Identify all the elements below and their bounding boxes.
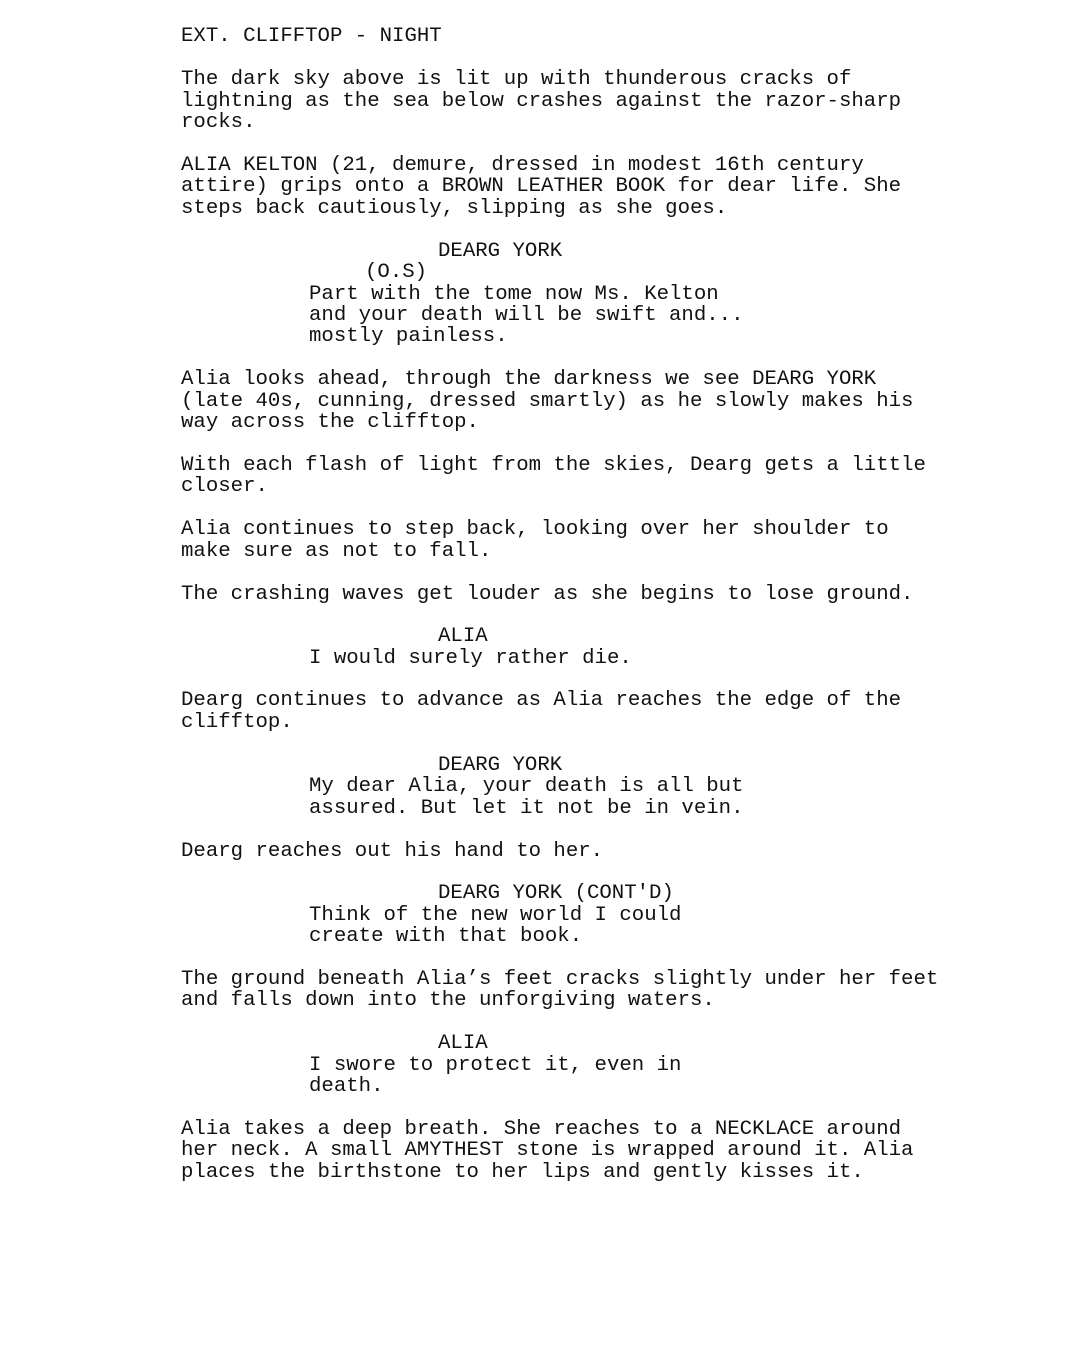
dialogue-line: and your death will be swift and... <box>309 304 744 327</box>
action-line: closer. <box>181 475 268 498</box>
action-line: The dark sky above is lit up with thunderous cracks of <box>181 68 852 91</box>
action-line: Dearg continues to advance as Alia reaches the edge of the <box>181 689 902 712</box>
action-line: The crashing waves get louder as she begins to lose ground. <box>181 583 914 606</box>
action-line: Alia continues to step back, looking over her shoulder to <box>181 518 889 541</box>
scene-heading: EXT. CLIFFTOP - NIGHT <box>181 25 442 48</box>
character-name: DEARG YORK (CONT'D) <box>438 882 674 905</box>
character-name: ALIA <box>438 625 488 648</box>
action-line: Dearg reaches out his hand to her. <box>181 840 604 863</box>
action-line: Alia takes a deep breath. She reaches to a NECKLACE around <box>181 1118 902 1141</box>
dialogue-line: Think of the new world I could <box>309 904 682 927</box>
action-line: ALIA KELTON (21, demure, dressed in modest 16th century <box>181 154 864 177</box>
dialogue-line: mostly painless. <box>309 325 508 348</box>
action-line: Alia looks ahead, through the darkness we see DEARG YORK <box>181 368 877 391</box>
action-line: places the birthstone to her lips and gently kisses it. <box>181 1161 864 1184</box>
action-line: The ground beneath Alia’s feet cracks slightly under her feet <box>181 968 939 991</box>
action-line: way across the clifftop. <box>181 411 479 434</box>
action-line: attire) grips onto a BROWN LEATHER BOOK for dear life. She <box>181 175 902 198</box>
action-line: (late 40s, cunning, dressed smartly) as he slowly makes his <box>181 390 914 413</box>
action-line: clifftop. <box>181 711 293 734</box>
dialogue-line: Part with the tome now Ms. Kelton <box>309 283 719 306</box>
dialogue-line: assured. But let it not be in vein. <box>309 797 744 820</box>
dialogue-line: create with that book. <box>309 925 583 948</box>
character-name: ALIA <box>438 1032 488 1055</box>
character-name: DEARG YORK <box>438 240 563 263</box>
dialogue-line: I would surely rather die. <box>309 647 632 670</box>
parenthetical: (O.S) <box>365 261 428 284</box>
action-line: make sure as not to fall. <box>181 540 492 563</box>
action-line: her neck. A small AMYTHEST stone is wrapped around it. Alia <box>181 1139 914 1162</box>
action-line: rocks. <box>181 111 256 134</box>
dialogue-line: death. <box>309 1075 384 1098</box>
dialogue-line: I swore to protect it, even in <box>309 1054 682 1077</box>
character-name: DEARG YORK <box>438 754 563 777</box>
action-line: With each flash of light from the skies, Dearg gets a little <box>181 454 926 477</box>
action-line: and falls down into the unforgiving waters. <box>181 989 715 1012</box>
action-line: lightning as the sea below crashes against the razor-sharp <box>181 90 902 113</box>
action-line: steps back cautiously, slipping as she goes. <box>181 197 728 220</box>
dialogue-line: My dear Alia, your death is all but <box>309 775 744 798</box>
